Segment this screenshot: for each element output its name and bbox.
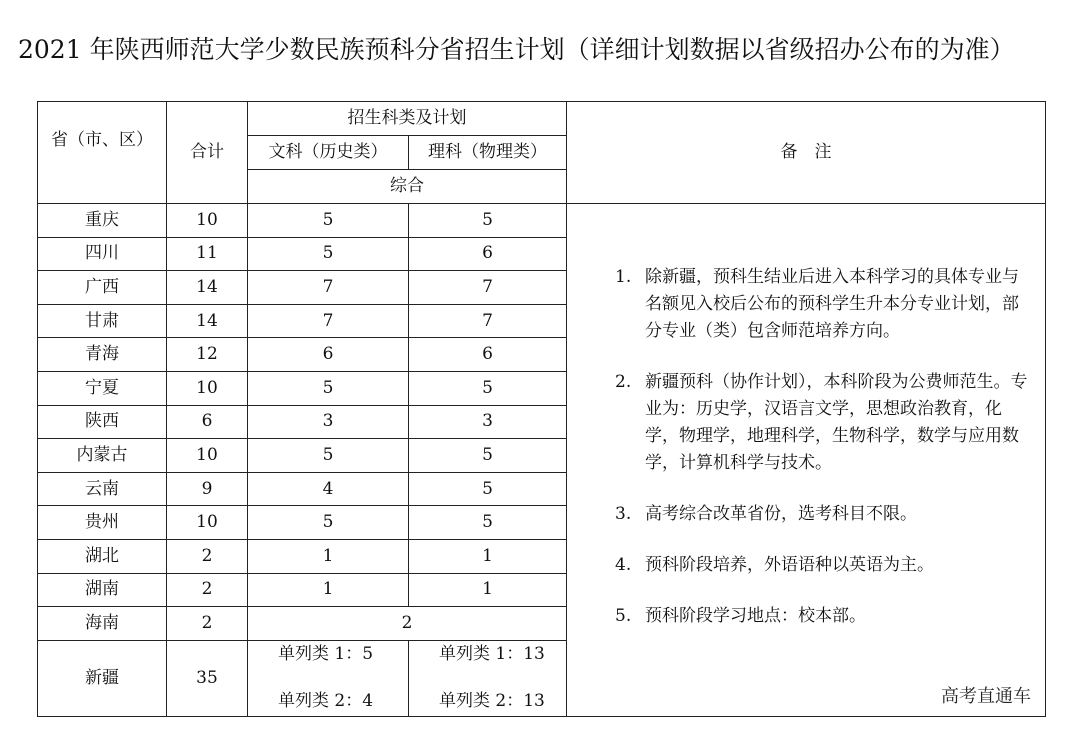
note-text: 预科阶段学习地点：校本部。 <box>645 606 866 626</box>
cell-total: 2 <box>167 573 248 607</box>
cell-like: 7 <box>409 271 567 305</box>
note-number: 3. <box>615 504 632 524</box>
quota-line: 单列类 1：13 <box>439 644 545 665</box>
cell-province: 云南 <box>38 472 167 506</box>
cell-wenke: 7 <box>248 304 409 338</box>
cell-province: 湖北 <box>38 539 167 573</box>
header-province: 省（市、区） <box>38 102 167 204</box>
header-wenke: 文科（历史类） <box>248 136 409 170</box>
cell-total: 9 <box>167 472 248 506</box>
cell-province: 内蒙古 <box>38 439 167 473</box>
notes-cell <box>567 204 1046 717</box>
header-notes: 备 注 <box>567 102 1046 204</box>
note-item <box>615 264 1031 345</box>
note-text: 高考综合改革省份，选考科目不限。 <box>645 504 917 524</box>
note-item <box>615 603 1031 630</box>
note-text: 除新疆，预科生结业后进入本科学习的具体专业与名额见入校后公布的预科学生升本分专业计划，部分专业（类）包含师范培养方向。 <box>645 267 1019 341</box>
cell-total: 2 <box>167 607 248 641</box>
cell-province: 陕西 <box>38 405 167 439</box>
cell-like: 1 <box>409 539 567 573</box>
cell-like: 5 <box>409 371 567 405</box>
quota-line: 单列类 2：13 <box>439 691 545 712</box>
table-row <box>38 204 1046 238</box>
note-number: 5. <box>615 606 632 626</box>
note-item <box>615 552 1031 579</box>
cell-total: 35 <box>167 640 248 716</box>
cell-like: 6 <box>409 237 567 271</box>
quota-line: 单列类 1：5 <box>278 644 374 665</box>
header-like: 理科（物理类） <box>409 136 567 170</box>
enrollment-table <box>37 101 1046 717</box>
header-total: 合计 <box>167 102 248 204</box>
header-plan-group: 招生科类及计划 <box>248 102 567 136</box>
cell-province: 海南 <box>38 607 167 641</box>
page-title: 2021 年陕西师范大学少数民族预科分省招生计划（详细计划数据以省级招办公布的为准） <box>18 35 1015 64</box>
note-number: 4. <box>615 555 632 575</box>
cell-like: 5 <box>409 439 567 473</box>
cell-wenke: 1 <box>248 573 409 607</box>
cell-wenke: 1 <box>248 539 409 573</box>
cell-total: 6 <box>167 405 248 439</box>
cell-total: 14 <box>167 304 248 338</box>
cell-province: 甘肃 <box>38 304 167 338</box>
cell-province: 广西 <box>38 271 167 305</box>
cell-like <box>409 640 567 716</box>
cell-wenke: 5 <box>248 439 409 473</box>
cell-total: 12 <box>167 338 248 372</box>
header-zonghe: 综合 <box>248 170 567 204</box>
cell-like: 6 <box>409 338 567 372</box>
note-number: 2. <box>615 372 632 392</box>
cell-wenke: 6 <box>248 338 409 372</box>
cell-like: 5 <box>409 506 567 540</box>
cell-wenke: 4 <box>248 472 409 506</box>
cell-wenke: 5 <box>248 237 409 271</box>
cell-wenke: 5 <box>248 371 409 405</box>
cell-total: 10 <box>167 439 248 473</box>
cell-total: 14 <box>167 271 248 305</box>
cell-province: 湖南 <box>38 573 167 607</box>
cell-total: 10 <box>167 204 248 238</box>
cell-province: 新疆 <box>38 640 167 716</box>
quota-line: 单列类 2：4 <box>278 691 374 712</box>
cell-province: 四川 <box>38 237 167 271</box>
cell-total: 11 <box>167 237 248 271</box>
cell-combined: 2 <box>248 607 567 641</box>
cell-wenke: 7 <box>248 271 409 305</box>
cell-like: 7 <box>409 304 567 338</box>
note-text: 新疆预科（协作计划），本科阶段为公费师范生。专业为：历史学，汉语言文学，思想政治教育，化学，物理学，地理科学，生物科学，数学与应用数学，计算机科学与技术。 <box>645 372 1028 473</box>
note-number: 1. <box>615 267 632 287</box>
cell-province: 重庆 <box>38 204 167 238</box>
cell-wenke <box>248 640 409 716</box>
cell-province: 青海 <box>38 338 167 372</box>
cell-total: 10 <box>167 506 248 540</box>
watermark-text: 高考直通车 <box>941 686 1031 707</box>
cell-like: 5 <box>409 472 567 506</box>
cell-wenke: 5 <box>248 204 409 238</box>
cell-total: 10 <box>167 371 248 405</box>
cell-like: 1 <box>409 573 567 607</box>
note-item <box>615 369 1031 477</box>
cell-total: 2 <box>167 539 248 573</box>
note-text: 预科阶段培养，外语语种以英语为主。 <box>645 555 934 575</box>
cell-province: 宁夏 <box>38 371 167 405</box>
note-item <box>615 501 1031 528</box>
cell-like: 5 <box>409 204 567 238</box>
cell-province: 贵州 <box>38 506 167 540</box>
cell-like: 3 <box>409 405 567 439</box>
cell-wenke: 5 <box>248 506 409 540</box>
cell-wenke: 3 <box>248 405 409 439</box>
